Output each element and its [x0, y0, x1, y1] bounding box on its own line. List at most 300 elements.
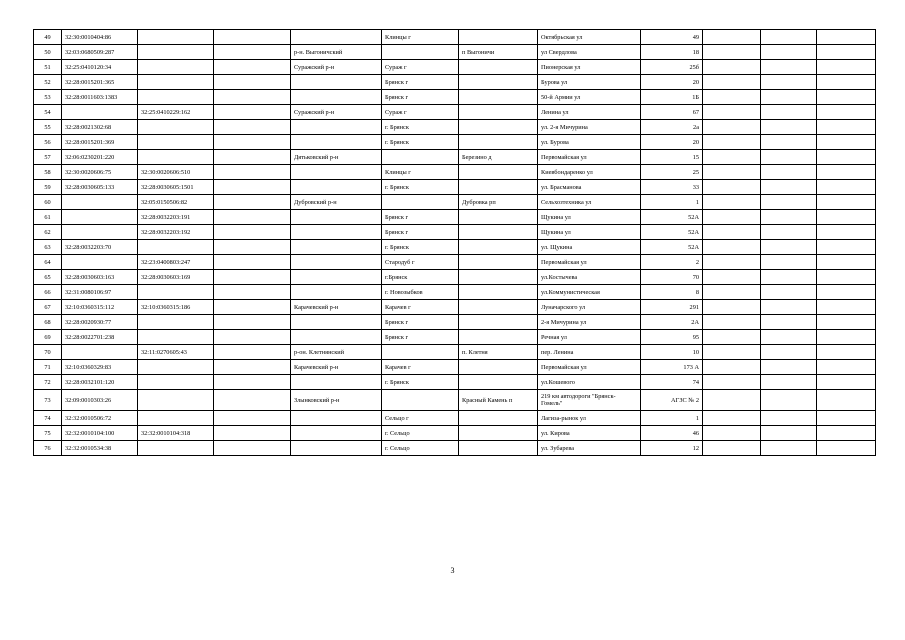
table-cell: 56	[34, 135, 62, 150]
table-cell: 25	[641, 165, 703, 180]
table-cell	[138, 315, 214, 330]
table-cell	[817, 285, 876, 300]
table-row	[34, 360, 876, 375]
table-cell: 32:28:0020930:77	[62, 315, 138, 330]
table-cell: 32:25:0410229:162	[138, 105, 214, 120]
table-cell	[459, 375, 538, 390]
table-cell: 32:30:0010404:86	[62, 30, 138, 45]
table-cell: 62	[34, 225, 62, 240]
table-cell	[291, 210, 382, 225]
table-cell: 32:05:0150506:82	[138, 195, 214, 210]
table-cell	[62, 195, 138, 210]
table-cell	[214, 45, 291, 60]
table-cell: 74	[34, 411, 62, 426]
table-cell	[459, 411, 538, 426]
table-cell	[214, 411, 291, 426]
table-cell	[138, 411, 214, 426]
table-cell	[138, 240, 214, 255]
table-row	[34, 255, 876, 270]
registry-table	[33, 29, 876, 456]
table-cell: 60	[34, 195, 62, 210]
table-cell: ул. Зубарева	[538, 441, 641, 456]
table-cell: 51	[34, 60, 62, 75]
table-cell	[817, 225, 876, 240]
table-cell	[703, 60, 761, 75]
table-cell	[703, 360, 761, 375]
table-cell: 32:28:0030605:1501	[138, 180, 214, 195]
table-cell	[214, 426, 291, 441]
table-cell: 52А	[641, 225, 703, 240]
table-cell	[761, 285, 817, 300]
table-row	[34, 345, 876, 360]
table-cell	[817, 360, 876, 375]
table-cell: г. Сельцо	[382, 441, 459, 456]
table-row	[34, 75, 876, 90]
table-cell	[382, 150, 459, 165]
table-cell: 32:25:0410120:34	[62, 60, 138, 75]
table-cell	[703, 330, 761, 345]
table-cell	[459, 315, 538, 330]
table-cell	[214, 300, 291, 315]
table-cell: Лагиза-рынок ул	[538, 411, 641, 426]
table-cell	[703, 270, 761, 285]
table-cell	[761, 300, 817, 315]
table-cell	[214, 390, 291, 411]
table-cell	[761, 330, 817, 345]
table-cell: 64	[34, 255, 62, 270]
table-cell: 2	[641, 255, 703, 270]
table-cell	[214, 360, 291, 375]
table-cell: 32:28:0015201:369	[62, 135, 138, 150]
table-cell	[62, 105, 138, 120]
table-cell: Брянск г	[382, 210, 459, 225]
table-cell: Брянск г	[382, 75, 459, 90]
table-cell	[291, 135, 382, 150]
table-cell	[138, 390, 214, 411]
table-cell	[459, 360, 538, 375]
table-cell: 2а	[641, 120, 703, 135]
table-cell: 75	[34, 426, 62, 441]
table-cell: 18	[641, 45, 703, 60]
table-cell	[817, 426, 876, 441]
table-cell: 32:28:0011603:1383	[62, 90, 138, 105]
table-cell	[703, 300, 761, 315]
table-cell: 46	[641, 426, 703, 441]
table-cell: ул. Щукина	[538, 240, 641, 255]
table-cell: Клинцы г	[382, 165, 459, 180]
table-cell	[459, 180, 538, 195]
table-cell	[703, 180, 761, 195]
table-cell	[817, 135, 876, 150]
table-cell	[459, 120, 538, 135]
table-cell	[817, 195, 876, 210]
table-cell: Сураж г	[382, 60, 459, 75]
table-cell: 32:28:0030603:169	[138, 270, 214, 285]
table-cell	[459, 225, 538, 240]
table-cell	[138, 75, 214, 90]
table-cell: 52А	[641, 210, 703, 225]
table-cell	[459, 30, 538, 45]
table-cell: ул.Костычева	[538, 270, 641, 285]
table-cell: Клинцы г	[382, 30, 459, 45]
table-cell: 32:28:0030605:133	[62, 180, 138, 195]
table-cell	[214, 195, 291, 210]
table-cell	[761, 411, 817, 426]
table-cell	[761, 240, 817, 255]
table-cell: г. Брянск	[382, 180, 459, 195]
table-cell	[214, 120, 291, 135]
table-cell: 32:10:0360329:83	[62, 360, 138, 375]
table-row	[34, 195, 876, 210]
table-cell: Сельхозтехника ул	[538, 195, 641, 210]
table-cell: 12	[641, 441, 703, 456]
table-cell: Брянск г	[382, 90, 459, 105]
table-cell: г.Брянск	[382, 270, 459, 285]
table-cell: ул.Кошевого	[538, 375, 641, 390]
table-cell	[761, 390, 817, 411]
table-cell: 32:09:0010303:26	[62, 390, 138, 411]
table-cell	[459, 255, 538, 270]
table-cell	[761, 210, 817, 225]
table-cell	[138, 120, 214, 135]
table-cell	[703, 90, 761, 105]
table-cell: Карачевский р-н	[291, 300, 382, 315]
table-cell	[761, 30, 817, 45]
table-cell	[382, 195, 459, 210]
table-row	[34, 210, 876, 225]
table-cell: 50-й Армии ул	[538, 90, 641, 105]
table-cell: Киевбондаренко ул	[538, 165, 641, 180]
table-cell	[214, 330, 291, 345]
table-cell	[703, 285, 761, 300]
table-cell: г. Новозыбков	[382, 285, 459, 300]
table-cell	[214, 105, 291, 120]
table-cell: 32:23:0400803:247	[138, 255, 214, 270]
table-cell: Бурова ул	[538, 75, 641, 90]
table-cell: Брянск г	[382, 315, 459, 330]
table-cell	[817, 315, 876, 330]
table-cell	[703, 315, 761, 330]
table-row	[34, 90, 876, 105]
table-cell: 1Б	[641, 90, 703, 105]
table-cell: 32:28:0022701:238	[62, 330, 138, 345]
table-cell: 32:28:0032203:192	[138, 225, 214, 240]
table-cell: п Выгоничи	[459, 45, 538, 60]
table-cell	[761, 150, 817, 165]
table-cell: 32:32:0010104:100	[62, 426, 138, 441]
table-cell: 20	[641, 75, 703, 90]
table-body	[34, 30, 876, 456]
table-cell	[703, 75, 761, 90]
table-cell: 32:10:0360315:112	[62, 300, 138, 315]
table-cell: ул Свердлова	[538, 45, 641, 60]
table-cell	[291, 75, 382, 90]
table-row	[34, 225, 876, 240]
table-cell: г. Сельцо	[382, 426, 459, 441]
table-cell	[62, 255, 138, 270]
table-cell: 54	[34, 105, 62, 120]
table-cell	[703, 255, 761, 270]
table-cell	[291, 270, 382, 285]
table-cell: 219 км автодороги "Брянск-Гомель"	[538, 390, 641, 411]
table-cell	[761, 360, 817, 375]
table-cell	[817, 300, 876, 315]
table-cell: 50	[34, 45, 62, 60]
table-cell	[761, 255, 817, 270]
table-cell: 2А	[641, 315, 703, 330]
table-row	[34, 45, 876, 60]
table-cell	[382, 345, 459, 360]
table-cell: 52А	[641, 240, 703, 255]
table-cell: ул. Кирова	[538, 426, 641, 441]
table-cell	[817, 165, 876, 180]
table-row	[34, 315, 876, 330]
table-cell	[761, 135, 817, 150]
table-cell: Брянск г	[382, 330, 459, 345]
table-cell: 53	[34, 90, 62, 105]
table-cell: 8	[641, 285, 703, 300]
table-cell: 173 А	[641, 360, 703, 375]
table-cell	[138, 60, 214, 75]
table-cell: 73	[34, 390, 62, 411]
table-row	[34, 180, 876, 195]
table-cell	[761, 90, 817, 105]
table-cell	[703, 195, 761, 210]
table-cell: ул. 2-я Мичурина	[538, 120, 641, 135]
table-cell	[817, 75, 876, 90]
table-cell: 49	[34, 30, 62, 45]
table-cell: 32:03:0680509:287	[62, 45, 138, 60]
table-cell	[761, 165, 817, 180]
table-cell: 76	[34, 441, 62, 456]
table-cell	[817, 330, 876, 345]
table-cell	[214, 441, 291, 456]
table-cell: 32:30:0020606:510	[138, 165, 214, 180]
table-row	[34, 165, 876, 180]
table-row	[34, 120, 876, 135]
table-cell: ул. Брасманова	[538, 180, 641, 195]
table-cell: Речная ул	[538, 330, 641, 345]
table-cell: ул.Коммунистическая	[538, 285, 641, 300]
page-number: 3	[450, 566, 455, 575]
table-cell	[214, 315, 291, 330]
table-row	[34, 375, 876, 390]
table-cell: Брянск г	[382, 225, 459, 240]
table-cell	[817, 120, 876, 135]
table-cell	[761, 225, 817, 240]
table-cell: 69	[34, 330, 62, 345]
table-cell: 63	[34, 240, 62, 255]
table-cell	[817, 240, 876, 255]
table-cell: 49	[641, 30, 703, 45]
table-cell	[703, 345, 761, 360]
table-cell	[703, 165, 761, 180]
table-cell: г. Брянск	[382, 240, 459, 255]
table-cell	[817, 441, 876, 456]
table-cell: 33	[641, 180, 703, 195]
table-cell: Сельцо г	[382, 411, 459, 426]
table-cell: Ленина ул	[538, 105, 641, 120]
table-cell: Сураж г	[382, 105, 459, 120]
table-cell	[214, 285, 291, 300]
table-cell	[214, 210, 291, 225]
table-cell	[459, 441, 538, 456]
table-cell	[817, 30, 876, 45]
table-cell: 67	[641, 105, 703, 120]
table-cell	[291, 240, 382, 255]
table-cell: 66	[34, 285, 62, 300]
table-cell: 2-я Мичурина ул	[538, 315, 641, 330]
table-cell: Первомайская ул	[538, 150, 641, 165]
table-cell: пер. Ленина	[538, 345, 641, 360]
table-cell: Березино д	[459, 150, 538, 165]
table-cell: Луначарского ул	[538, 300, 641, 315]
table-cell: р-он. Клетнянский	[291, 345, 382, 360]
table-row	[34, 105, 876, 120]
table-cell: 1	[641, 411, 703, 426]
table-cell	[138, 135, 214, 150]
table-cell	[703, 411, 761, 426]
table-cell: АГЗС № 2	[641, 390, 703, 411]
table-cell	[214, 255, 291, 270]
table-cell	[291, 30, 382, 45]
table-cell: п. Клетня	[459, 345, 538, 360]
table-cell	[291, 441, 382, 456]
table-cell	[291, 180, 382, 195]
table-cell	[761, 75, 817, 90]
table-cell	[761, 375, 817, 390]
table-cell: Злынковский р-н	[291, 390, 382, 411]
table-cell	[703, 105, 761, 120]
table-cell	[214, 75, 291, 90]
table-row	[34, 135, 876, 150]
table-cell	[459, 330, 538, 345]
table-row	[34, 285, 876, 300]
table-cell: 52	[34, 75, 62, 90]
table-cell	[761, 426, 817, 441]
table-cell	[459, 105, 538, 120]
table-cell: 68	[34, 315, 62, 330]
table-cell	[138, 330, 214, 345]
table-cell	[817, 390, 876, 411]
table-cell	[459, 270, 538, 285]
table-cell	[382, 45, 459, 60]
table-row	[34, 330, 876, 345]
table-cell	[817, 411, 876, 426]
table-cell	[703, 45, 761, 60]
table-cell	[817, 105, 876, 120]
table-cell: 57	[34, 150, 62, 165]
table-cell	[459, 210, 538, 225]
table-cell: 291	[641, 300, 703, 315]
table-cell: 32:28:0032203:70	[62, 240, 138, 255]
table-cell	[62, 345, 138, 360]
table-cell: Стародуб г	[382, 255, 459, 270]
table-cell: Дятьковский р-н	[291, 150, 382, 165]
table-cell: 72	[34, 375, 62, 390]
table-row	[34, 240, 876, 255]
table-cell	[817, 60, 876, 75]
table-cell	[138, 360, 214, 375]
table-cell	[761, 105, 817, 120]
table-cell: Первомайская ул	[538, 255, 641, 270]
table-row	[34, 60, 876, 75]
table-cell: р-н. Выгоничский	[291, 45, 382, 60]
table-row	[34, 441, 876, 456]
table-cell	[703, 210, 761, 225]
table-cell	[214, 90, 291, 105]
table-cell	[761, 270, 817, 285]
table-cell	[761, 180, 817, 195]
table-cell	[817, 255, 876, 270]
table-cell	[703, 240, 761, 255]
table-cell	[703, 150, 761, 165]
table-cell	[62, 225, 138, 240]
table-cell	[703, 390, 761, 411]
table-cell	[291, 255, 382, 270]
table-cell	[291, 411, 382, 426]
table-cell	[214, 30, 291, 45]
table-cell: Пионерская ул	[538, 60, 641, 75]
table-cell	[761, 441, 817, 456]
table-cell: Октябрьская ул	[538, 30, 641, 45]
table-cell	[459, 75, 538, 90]
table-cell	[703, 135, 761, 150]
table-cell	[214, 60, 291, 75]
table-cell	[138, 90, 214, 105]
table-cell	[291, 225, 382, 240]
table-cell	[703, 426, 761, 441]
table-cell	[817, 180, 876, 195]
table-cell: 70	[34, 345, 62, 360]
table-cell: 32:28:0021302:68	[62, 120, 138, 135]
table-cell	[459, 300, 538, 315]
table-cell: 10	[641, 345, 703, 360]
table-cell: Дубровский р-н	[291, 195, 382, 210]
table-cell: 71	[34, 360, 62, 375]
table-row	[34, 270, 876, 285]
table-cell: Карачевский р-н	[291, 360, 382, 375]
table-cell: г. Брянск	[382, 135, 459, 150]
table-cell: Первомайская ул	[538, 360, 641, 375]
table-cell: 32:32:0010534:38	[62, 441, 138, 456]
table-cell	[459, 135, 538, 150]
table-cell	[703, 120, 761, 135]
table-cell	[703, 375, 761, 390]
table-cell	[761, 120, 817, 135]
table-cell: Суражский р-н	[291, 60, 382, 75]
table-cell	[291, 90, 382, 105]
table-cell: 32:31:0080106:97	[62, 285, 138, 300]
table-cell	[138, 150, 214, 165]
table-cell	[761, 315, 817, 330]
table-cell: 15	[641, 150, 703, 165]
table-cell	[761, 195, 817, 210]
table-cell	[291, 285, 382, 300]
table-cell	[703, 441, 761, 456]
table-cell: 95	[641, 330, 703, 345]
table-cell: Дубровка рп	[459, 195, 538, 210]
table-cell: 58	[34, 165, 62, 180]
table-cell	[817, 270, 876, 285]
table-cell: Карачев г	[382, 300, 459, 315]
table-cell	[214, 165, 291, 180]
table-cell: 32:28:0030603:163	[62, 270, 138, 285]
table-cell	[291, 315, 382, 330]
table-cell: 32:32:0010104:318	[138, 426, 214, 441]
table-cell: ул. Бурова	[538, 135, 641, 150]
table-cell	[459, 60, 538, 75]
